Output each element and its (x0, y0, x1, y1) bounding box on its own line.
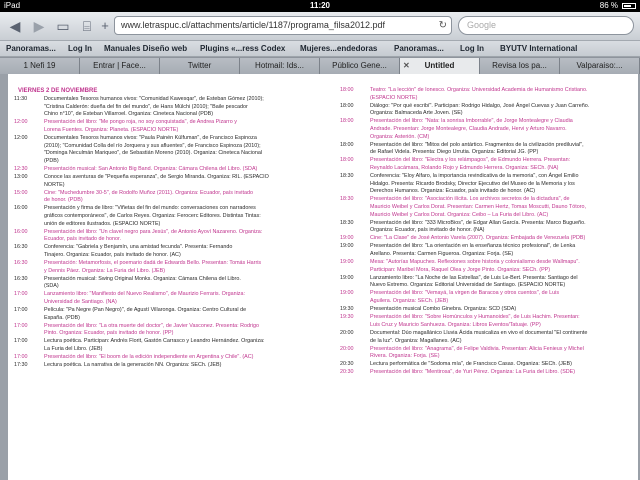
entry-time: 11:30 (14, 96, 28, 102)
entry-text-line: Mauricio Weibel y Carlos Dorat. Organiza: Ceibo – La Furia del Libro. (AC) (370, 211, 549, 218)
schedule-entry (14, 362, 320, 370)
entry-text-line: Presentación del libro: "Mentirosa", de Yuri Pérez. Organiza: La Furia del Libro. (SDE) (370, 369, 576, 376)
tab[interactable] (480, 58, 560, 74)
entry-time: 18:30 (340, 196, 354, 203)
entry-text-line: Tinajero. Organiza: Ecuador, país invitado de honor. (AC) (44, 251, 181, 258)
status-bar (0, 0, 640, 12)
schedule-entry (340, 275, 638, 290)
entry-text-line: Presentación del libro: "La orientación en la enseñanza técnico profesional", de Lenka (370, 243, 576, 250)
entry-time: 20:30 (340, 361, 354, 368)
schedule-entry (340, 87, 638, 102)
entry-text-line: Universidad de Santiago. (NA) (44, 298, 117, 305)
bookmark-item[interactable]: Mujeres...endedoras (300, 44, 378, 53)
entry-text-line: Documental: Dúo magallánico Lluvia Ácida musicaliza en vivo el documental "El continente (370, 329, 588, 336)
entry-time: 19:30 (340, 314, 354, 321)
entry-text-line: Nuevo Extremo. Organiza: Editorial Universidad de Santiago. (ESPACIO NORTE) (370, 282, 566, 289)
schedule-entry (14, 323, 320, 338)
schedule-entry (14, 260, 320, 275)
entry-time: 12:00 (14, 134, 28, 141)
entry-time: 18:30 (340, 219, 354, 226)
entry-text-line: "Dominga Neculmán Mariqueo", de Sebastián Moreno (2010). Organiza: Cineteca Nacional (44, 150, 263, 157)
schedule-entry (14, 276, 320, 291)
entry-time: 19:00 (340, 259, 354, 266)
entry-time: 18:00 (340, 87, 354, 93)
schedule-entry (14, 166, 320, 174)
entry-time: 20:00 (340, 329, 354, 336)
entry-text-line: Documentales Tesoros humanos vivos: "Paula Painén Külfuman", de Francisco Espinoza (44, 134, 257, 141)
schedule-entry (340, 330, 638, 345)
tab-label: Valparaiso:... (576, 61, 623, 70)
tabs-icon[interactable]: ▭ (56, 18, 70, 34)
pdf-page[interactable] (8, 74, 638, 480)
schedule-column-right (340, 87, 638, 377)
entry-text-line: Conferencia: "Eloy Alfaro, la importancia revindicativa de la memoria", con Ángel Emilio (370, 173, 579, 180)
schedule-entry (14, 205, 320, 228)
schedule-entry (340, 259, 638, 274)
entry-text-line: Presentación del libro: "Un clavel negro para Jesús", de Antonio Ayoví Nazareno. Organiza: (44, 228, 263, 235)
browser-toolbar (0, 12, 640, 41)
entry-text-line: (2010); "Comunidad Colla del río Jorquera y sus afluentes", de Francisco Espinoza (2010); (44, 142, 261, 149)
entry-text-line: Presentación musical: Swing Original Monks. Organiza: Cámara Chilena del Libro. (44, 275, 241, 282)
entry-time: 19:00 (340, 290, 354, 297)
entry-text-line: Arellano. Presenta: Carmen Figueroa. Organiza: Forja. (SE) (370, 250, 514, 257)
entry-text-line: Andrade. Presentan: Jorge Montealegre, Claudia Andrade, Hervi y Arturo Navarro. (370, 125, 567, 132)
bookmark-item[interactable]: Log In (460, 44, 484, 53)
entry-text-line: La Furia del Libro. (JEB) (44, 346, 103, 352)
tab-label: Untitled (424, 61, 455, 70)
entry-time: 16:30 (14, 275, 28, 282)
schedule-entry (14, 354, 320, 362)
entry-text-line: Rivera. Organiza: Forja. (SE) (370, 353, 440, 360)
entry-text-line: de honor. (PDB) (44, 197, 83, 204)
entry-text-line: Luis Cruz y Mauricio Sanhueza. Organiza: Libros Eventos/Tatuaje. (PP) (370, 321, 541, 328)
entry-text-line: Presentación musical: San Antonio Big Band. Organiza: Cámara Chilena del Libro. (SDA) (44, 165, 258, 172)
entry-time: 19:30 (340, 306, 354, 313)
entry-time: 17:00 (14, 354, 28, 361)
entry-text-line: de Rafael Videla. Presenta: Diego Urrutia. Organiza: Editorial JG. (PP) (370, 149, 539, 156)
schedule-entry (14, 338, 320, 353)
forward-icon[interactable]: ▶ (33, 18, 45, 34)
schedule-entry (340, 369, 638, 377)
entry-time: 12:00 (14, 119, 28, 126)
address-bar[interactable] (114, 16, 452, 35)
entry-text-line: Teatro: "La lección" de Ionesco. Organiza: Universidad Academia de Humanismo Cristiano. (370, 87, 588, 93)
schedule-entry (340, 243, 638, 258)
tab[interactable] (560, 58, 640, 74)
entry-time: 18:00 (340, 157, 354, 164)
entry-text-line: y Dennis Páez. Organiza: La Furia del Libro. (JEB) (44, 267, 166, 274)
tab[interactable] (160, 58, 240, 74)
url-text: www.letraspuc.cl/attachments/article/1187/programa_filsa2012.pdf (121, 20, 385, 30)
entry-text-line: Presentación del libro: "Electra y los relámpagos", de Edmundo Herrera. Presentan: (370, 157, 571, 164)
schedule-entry (14, 307, 320, 322)
tab[interactable] (0, 58, 80, 74)
entry-time: 12:30 (14, 165, 28, 172)
tab[interactable] (240, 58, 320, 74)
entry-time: 16:00 (14, 205, 28, 212)
tab-label: Público Gene... (332, 61, 387, 70)
entry-text-line: Presentación del libro: "La otra muerte del doctor", de Javier Vasconez. Presenta: Rodrigo (44, 322, 259, 329)
entry-text-line: Participan: Maribel Mora, Raquel Olea y Jorge Pinto. Organiza: SECh. (PP) (370, 266, 551, 273)
entry-time: 13:00 (14, 173, 28, 180)
entry-text-line: Hidalgo. Presenta: Ricardo Brodsky, Director Ejecutivo del Museo de la Memoria y los (370, 180, 575, 187)
entry-text-line: NORTE) (44, 181, 65, 188)
tab-label: Revisa los pa... (492, 61, 547, 70)
schedule-entry (14, 119, 320, 134)
entry-time: 16:30 (14, 244, 28, 251)
entry-text-line: Presentación del libro: "Nata: la sonrisa Imborrable", de Jorge Montealegre y Claudia (370, 118, 573, 125)
entry-text-line: Documentales Tesoros humanos vivos: "Comunidad Kawesqar", de Esteban Gómez (2010); (44, 96, 264, 102)
battery-percent: 86 % (599, 1, 618, 10)
close-icon[interactable]: ✕ (403, 61, 410, 70)
entry-time: 20:30 (340, 369, 354, 376)
tab-label: Hotmail: Ids... (255, 61, 304, 70)
entry-text-line: Mesa: "Autorías Mapuches. Reflexiones sobre historia y colonialismo desde Wallmapu". (370, 259, 580, 266)
entry-text-line: Conoce las aventuras de "Pequeña esperanza", de Sergio Miranda. Organiza: RIL. (ESPACIO (44, 173, 269, 180)
entry-text-line: Presentación: Metamorfosis, el poemario dadá de Edwards Bello. Presentan: Tomás Harris (44, 259, 262, 266)
entry-time: 17:00 (14, 307, 28, 314)
entry-time: 17:00 (14, 322, 28, 329)
entry-time: 18:00 (340, 102, 354, 109)
schedule-entry (14, 174, 320, 189)
bookmarks-bar (0, 41, 640, 57)
bookmarks-icon[interactable]: ⌸ (82, 18, 92, 34)
entry-text-line: gráficos contemporáneos", de Carlos Reyes. Organiza: Ferocerc Editores. Distintas Tintas: (44, 212, 261, 219)
entry-text-line: Presentación del libro: "333 MicroBios", de Edgar Allan García. Presenta: Marco Bugueño. (370, 219, 586, 226)
schedule-entry (14, 244, 320, 259)
entry-text-line: "Cristina Calderón: dueña del fin del mundo", de Hans Mülchi (2010); "Baile pescador (44, 103, 248, 110)
schedule-entry (340, 361, 638, 369)
entry-text-line: Chino n°10", de Esteban Villarroel. Organiza: Cineteca Nacional (PDB) (44, 111, 214, 118)
schedule-entry (340, 346, 638, 361)
bookmark-item[interactable]: Manuales Diseño web (104, 44, 188, 53)
entry-text-line: Organiza: Ecuador, país invitado de honor. (NA) (370, 227, 485, 234)
clock: 11:20 (309, 1, 331, 10)
entry-time: 19:00 (340, 243, 354, 250)
schedule-entry (14, 190, 320, 205)
schedule-entry (340, 142, 638, 157)
entry-text-line: Presentación musical Combo Ginebra. Organiza: SCD (SDA) (370, 306, 517, 313)
entry-text-line: Presentación del libro: "Asociación ilícita. Los archivos secretos de la dictadura", de (370, 196, 570, 203)
schedule-entry (340, 173, 638, 196)
entry-text-line: Presentación del libro: "Anagrama", de Felipe Valdivia. Presentan: Alicia Fenieux y Michel (370, 345, 584, 352)
entry-text-line: Organiza: Balmaceda Arte Joven. (SE) (370, 110, 463, 117)
entry-text-line: Presentación del libro: "Me pongo roja, no soy conquistada", de Andrea Pizarro y (44, 119, 237, 126)
entry-text-line: Presentación del libro: "El boom de la edición independiente en Argentina y Chile". (AC) (44, 354, 254, 361)
entry-time: 19:00 (340, 274, 354, 281)
search-input[interactable]: Google (458, 16, 634, 35)
entry-text-line: España. (PDB) (44, 314, 80, 321)
schedule-entry (340, 290, 638, 305)
entry-text-line: Derechos Humanos. Organiza: Ecuador, país invitado de honor. (AC) (370, 188, 536, 195)
bookmark-item[interactable]: Plugins «...ress Codex (200, 44, 286, 53)
schedule-entry (14, 135, 320, 165)
entry-text-line: (PDB) (44, 157, 59, 164)
device-label: iPad (4, 1, 21, 10)
schedule-column-left (14, 87, 320, 370)
entry-text-line: Presentación y firma de libro: "Viñetas del fin del mundo: conversaciones con narradores (44, 205, 256, 212)
entry-time: 17:30 (14, 362, 28, 369)
tab[interactable] (320, 58, 400, 74)
entry-time: 17:00 (14, 291, 28, 298)
bookmark-item[interactable]: Panoramas... (6, 44, 56, 53)
entry-text-line: Lanzamiento libro: "La Noche de las Estrellas", de Luis Le-Bert. Presenta: Santiago del (370, 274, 578, 281)
tab-label: Entrar | Face... (93, 61, 146, 70)
back-icon[interactable]: ◀ (9, 18, 21, 34)
bookmark-item[interactable]: Log In (68, 44, 92, 53)
entry-time: 20:00 (340, 345, 354, 352)
tab-label: 1 Nefi 19 (23, 61, 56, 70)
entry-text-line: Conferencia: "Gabriela y Benjamín, una amistad fecunda". Presenta: Fernando (44, 244, 233, 251)
schedule-entry (340, 235, 638, 243)
entry-text-line: Ecuador, país invitado de honor. (44, 236, 122, 243)
entry-text-line: Diálogo: "Por qué escribí". Participan: Rodrigo Hidalgo, José Ángel Cuevas y Juan Carreño. (370, 102, 590, 109)
entry-text-line: Cine: "Muchedumbre 30-5", de Rodolfo Muñoz (2011). Organiza: Ecuador, país invitado (44, 189, 253, 196)
entry-text-line: Presentación del libro: "Mitos del polo antártico. Fragmentos de la civilización prediluvial", (370, 141, 584, 148)
entry-text-line: Lectura poética. La narrativa de la generación NN. Organiza: SECh. (JEB) (44, 362, 222, 369)
reload-icon[interactable]: ↻ (438, 20, 447, 31)
entry-text-line: de la luz". Organiza: Magallanes. (AC) (370, 337, 462, 344)
entry-text-line: Lectura poética. Participan: Andrés Florit, Gastón Carrasco y Leandro Hernández. Organiza: (44, 338, 265, 345)
entry-time: 18:30 (340, 173, 354, 180)
schedule-entry (14, 96, 320, 119)
tab-active[interactable] (400, 58, 480, 74)
schedule-entry (340, 314, 638, 329)
entry-text-line: Presentación del libro: "Vemayá, la virgen de Baracoa y otros cuentos", de Luis (370, 290, 560, 297)
entry-text-line: Organiza: Asterión. (CM) (370, 133, 430, 140)
tab-label: Twitter (187, 61, 212, 70)
schedule-entry (14, 291, 320, 306)
entry-text-line: Cine: "La Clase" de José Antonio Varela (2007). Organiza: Embajada de Venezuela (PDB) (370, 235, 586, 242)
entry-text-line: (SDA) (44, 283, 59, 290)
schedule-entry (340, 157, 638, 172)
entry-text-line: Lectura performática de "Sodoma mía", de Francisco Casas. Organiza: SECh. (JEB) (370, 361, 572, 368)
entry-time: 17:00 (14, 338, 28, 345)
entry-text-line: (ESPACIO NORTE) (370, 94, 418, 101)
entry-time: 18:00 (340, 118, 354, 125)
entry-text-line: Aguilera. Organiza: SECh. (JEB) (370, 298, 449, 305)
entry-text-line: Película: "Pa Negre (Pan Negro)", de Agustí Villaronga. Organiza: Centro Cultural de (44, 307, 247, 314)
schedule-entry (14, 229, 320, 244)
schedule-entry (340, 103, 638, 118)
schedule-entry (340, 196, 638, 219)
entry-text-line: Reynaldo Lacámara, Rolando Rojo y Edmundo Herrera. Organiza: SECh. (NA) (370, 164, 559, 171)
entry-time: 15:00 (14, 189, 28, 196)
schedule-entry (340, 306, 638, 314)
entry-time: 16:00 (14, 228, 28, 235)
day-heading: VIERNES 2 DE NOVIEMBRE (18, 88, 98, 94)
bookmark-item[interactable]: BYUTV International (500, 44, 578, 53)
entry-text-line: Presentación del libro: "Sobre Homúnculos y Humanoides", de Luis Hachim. Presentan: (370, 314, 580, 321)
add-bookmark-icon[interactable]: + (101, 18, 109, 33)
schedule-entry (340, 118, 638, 141)
entry-text-line: Mauricio Weibel y Carlos Dorat. Presentan: Carmen Hertz, Tomas Moscutti, Dauno Tótoro, (370, 203, 587, 210)
battery-icon (622, 3, 636, 9)
entry-text-line: unión de editores ilustrados. (ESPACIO NORTE) (44, 220, 161, 227)
entry-time: 19:00 (340, 235, 354, 242)
tab-bar (0, 57, 640, 74)
entry-text-line: Lanzamiento libro: "Manifiesto del Nuevo Realismo", de Maurizio Ferraris. Organiza: (44, 291, 245, 298)
schedule-entry (340, 220, 638, 235)
entry-time: 16:30 (14, 259, 28, 266)
bookmark-item[interactable]: Panoramas... (394, 44, 444, 53)
entry-time: 18:00 (340, 141, 354, 148)
tab[interactable] (80, 58, 160, 74)
entry-text-line: Pinto. Organiza: Ecuador, país invitado de honor. (PP) (44, 330, 174, 337)
entry-text-line: Lorena Fuentes. Organiza: Planeta. (ESPACIO NORTE) (44, 126, 179, 133)
